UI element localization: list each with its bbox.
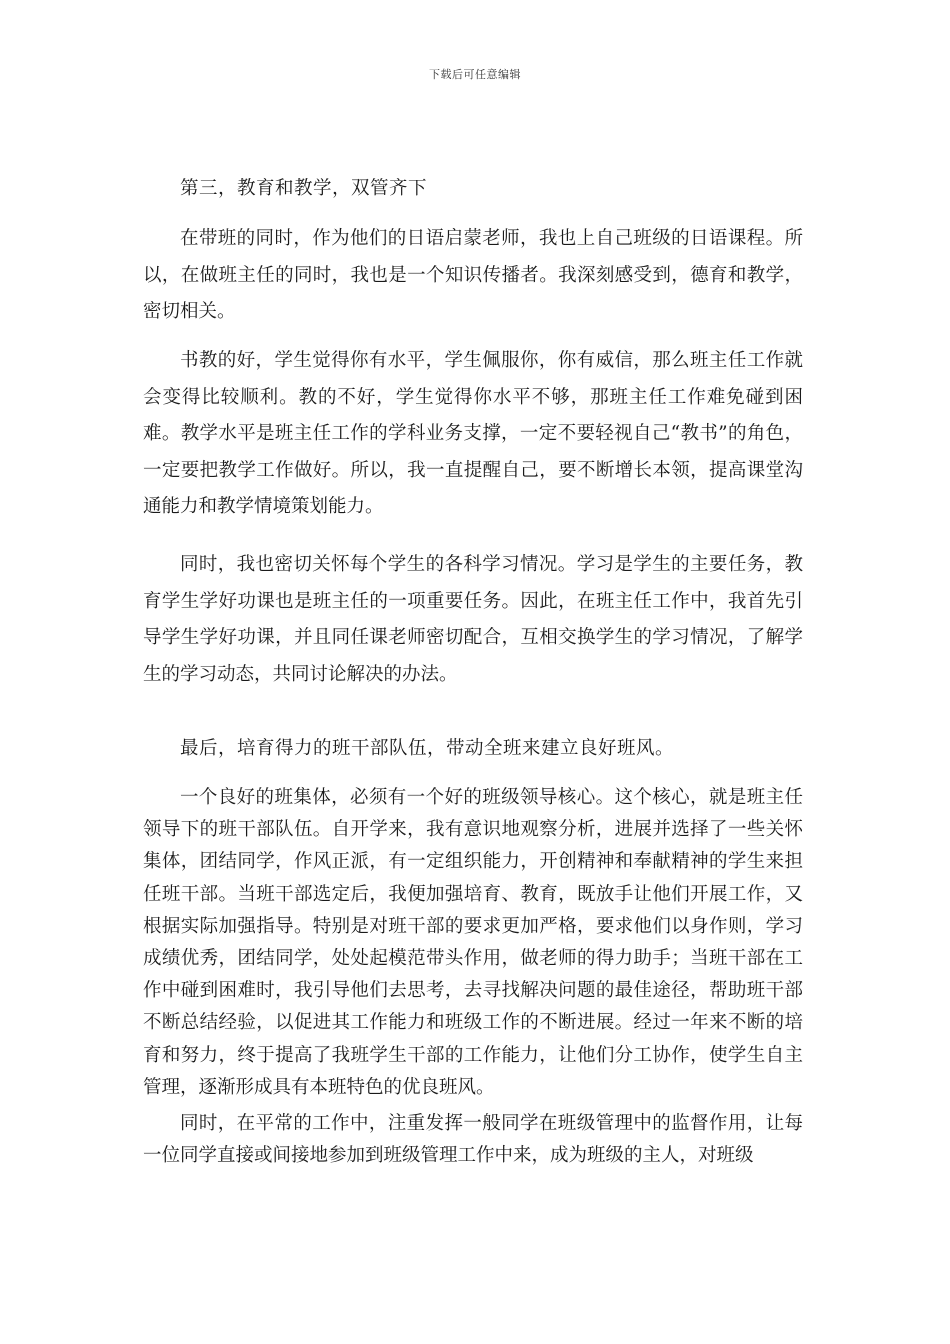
- section-heading-class-cadres: 最后，培育得力的班干部队伍，带动全班来建立良好班风。: [180, 738, 675, 759]
- paragraph-student-supervision: 同时，在平常的工作中，注重发挥一般同学在班级管理中的监督作用，让每一位同学直接或间接地参加到班级管理工作中来，成为班级的主人，对班级: [143, 1113, 803, 1167]
- paragraph-teaching-quality: 书教的好，学生觉得你有水平，学生佩服你，你有威信，那么班主任工作就会变得比较顺利。教的不好，学生觉得你水平不够，那班主任工作难免碰到困难。教学水平是班主任工作的学科业务支撑，一定不要轻视自己“教书”的角色，一定要把教学工作做好。所以，我一直提醒自己，要不断增长本领，提高课堂沟通能力和教学情境策划能力。: [143, 350, 803, 517]
- page-header: 下载后可任意编辑: [429, 68, 521, 81]
- paragraph-teaching-role: 在带班的同时，作为他们的日语启蒙老师，我也上自己班级的日语课程。所以，在做班主任的同时，我也是一个知识传播者。我深刻感受到，德育和教学，密切相关。: [143, 228, 803, 322]
- paragraph-class-cadres: 一个良好的班集体，必须有一个好的班级领导核心。这个核心，就是班主任领导下的班干部队伍。自开学来，我有意识地观察分析，进展并选择了一些关怀集体，团结同学，作风正派，有一定组织能力，开创精神和奉献精神的学生来担任班干部。当班干部选定后，我便加强培育、教育，既放手让他们开展工作，又根据实际加强指导。特别是对班干部的要求更加严格，要求他们以身作则，学习成绩优秀，团结同学，处处起模范带头作用，做老师的得力助手；当班干部在工作中碰到困难时，我引导他们去思考，去寻找解决问题的最佳途径，帮助班干部不断总结经验，以促进其工作能力和班级工作的不断进展。经过一年来不断的培育和努力，终于提高了我班学生干部的工作能力，让他们分工协作，使学生自主管理，逐渐形成具有本班特色的优良班风。: [143, 787, 803, 1098]
- section-heading-teaching: 第三，教育和教学，双管齐下: [180, 178, 428, 199]
- paragraph-study-care: 同时，我也密切关怀每个学生的各科学习情况。学习是学生的主要任务，教育学生学好功课也是班主任的一项重要任务。因此，在班主任工作中，我首先引导学生学好功课，并且同任课老师密切配合，互相交换学生的学习情况，了解学生的学习动态，共同讨论解决的办法。: [143, 554, 803, 685]
